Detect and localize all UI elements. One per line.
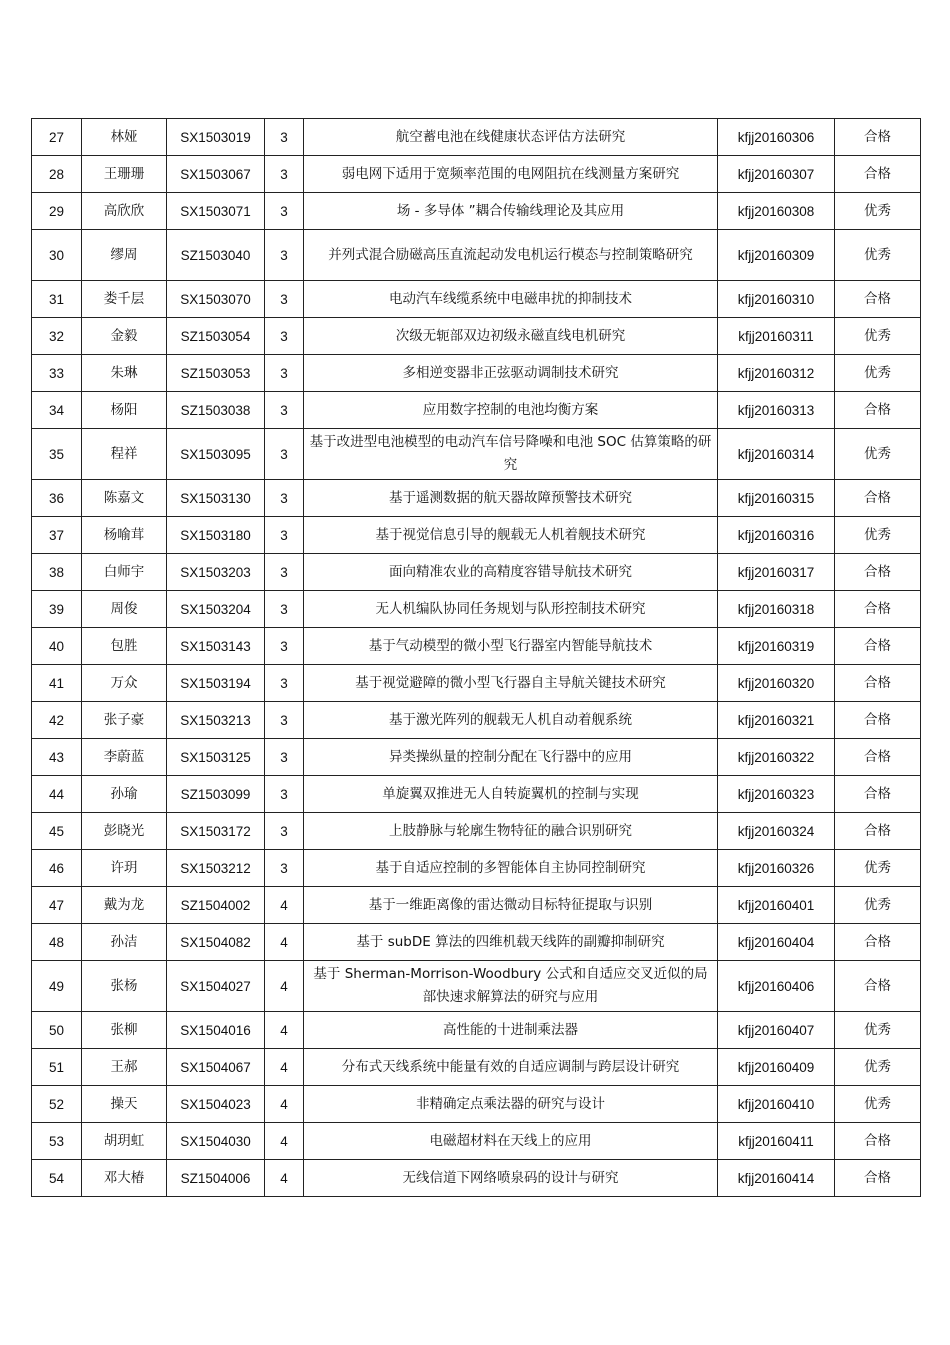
student-name-cell: 孙洁 [82,924,167,961]
project-title-cell: 基于改进型电池模型的电动汽车信号降噪和电池 SOC 估算策略的研究 [304,429,718,480]
student-name-cell: 张杨 [82,961,167,1012]
project-title-cell: 基于 subDE 算法的四维机载天线阵的副瓣抑制研究 [304,924,718,961]
row-number-cell: 38 [32,554,82,591]
table-row [32,628,921,665]
student-name-cell: 杨阳 [82,392,167,429]
row-number-cell: 39 [32,591,82,628]
student-id-cell: SX1503203 [167,554,265,591]
evaluation-result-cell: 合格 [835,1160,921,1197]
table-row [32,1049,921,1086]
student-id-cell: SX1503143 [167,628,265,665]
row-number-cell: 47 [32,887,82,924]
student-id-cell: SX1504027 [167,961,265,1012]
student-name-cell: 戴为龙 [82,887,167,924]
student-id-cell: SX1503204 [167,591,265,628]
project-title-cell: 基于自适应控制的多智能体自主协同控制研究 [304,850,718,887]
student-id-cell: SX1503070 [167,281,265,318]
student-name-cell: 高欣欣 [82,193,167,230]
student-id-cell: SZ1503038 [167,392,265,429]
project-code-cell: kfjj20160406 [718,961,835,1012]
student-name-cell: 操天 [82,1086,167,1123]
project-code-cell: kfjj20160401 [718,887,835,924]
student-name-cell: 白师宇 [82,554,167,591]
evaluation-result-cell: 合格 [835,156,921,193]
project-code-cell: kfjj20160319 [718,628,835,665]
grade-year-cell: 4 [265,887,304,924]
grade-year-cell: 4 [265,1086,304,1123]
evaluation-result-cell: 优秀 [835,193,921,230]
student-id-cell: SX1503130 [167,480,265,517]
grade-year-cell: 4 [265,1012,304,1049]
student-name-cell: 邓大椿 [82,1160,167,1197]
row-number-cell: 27 [32,119,82,156]
student-name-cell: 张子豪 [82,702,167,739]
table-row [32,887,921,924]
evaluation-result-cell: 合格 [835,1123,921,1160]
project-title-cell: 上肢静脉与轮廓生物特征的融合识别研究 [304,813,718,850]
project-title-cell: 应用数字控制的电池均衡方案 [304,392,718,429]
table-row [32,392,921,429]
project-title-cell: 异类操纵量的控制分配在飞行器中的应用 [304,739,718,776]
project-title-cell: 基于一维距离像的雷达微动目标特征提取与识别 [304,887,718,924]
student-id-cell: SX1503212 [167,850,265,887]
grade-year-cell: 4 [265,961,304,1012]
row-number-cell: 33 [32,355,82,392]
student-id-cell: SZ1503040 [167,230,265,281]
student-id-cell: SX1503125 [167,739,265,776]
grade-year-cell: 3 [265,392,304,429]
student-name-cell: 林娅 [82,119,167,156]
grade-year-cell: 3 [265,193,304,230]
project-title-cell: 电动汽车线缆系统中电磁串扰的抑制技术 [304,281,718,318]
student-id-cell: SZ1503054 [167,318,265,355]
table-row [32,1086,921,1123]
project-title-cell: 次级无轭部双边初级永磁直线电机研究 [304,318,718,355]
grade-year-cell: 3 [265,517,304,554]
project-code-cell: kfjj20160318 [718,591,835,628]
project-title-cell: 多相逆变器非正弦驱动调制技术研究 [304,355,718,392]
project-code-cell: kfjj20160311 [718,318,835,355]
table-row [32,355,921,392]
evaluation-result-cell: 合格 [835,776,921,813]
row-number-cell: 30 [32,230,82,281]
project-title-cell: 弱电网下适用于宽频率范围的电网阻抗在线测量方案研究 [304,156,718,193]
evaluation-result-cell: 合格 [835,739,921,776]
evaluation-result-cell: 合格 [835,119,921,156]
project-title-cell: 单旋翼双推进无人自转旋翼机的控制与实现 [304,776,718,813]
student-id-cell: SZ1504006 [167,1160,265,1197]
row-number-cell: 45 [32,813,82,850]
student-name-cell: 王珊珊 [82,156,167,193]
evaluation-result-cell: 合格 [835,813,921,850]
grade-year-cell: 3 [265,554,304,591]
table-row [32,665,921,702]
row-number-cell: 51 [32,1049,82,1086]
project-title-cell: 无线信道下网络喷泉码的设计与研究 [304,1160,718,1197]
table-row [32,850,921,887]
table-row [32,480,921,517]
table-row [32,281,921,318]
project-title-cell: 基于激光阵列的舰载无人机自动着舰系统 [304,702,718,739]
table-row [32,318,921,355]
table-row [32,1123,921,1160]
student-name-cell: 胡玥虹 [82,1123,167,1160]
row-number-cell: 34 [32,392,82,429]
grade-year-cell: 4 [265,1123,304,1160]
row-number-cell: 40 [32,628,82,665]
student-name-cell: 许玥 [82,850,167,887]
student-name-cell: 周俊 [82,591,167,628]
student-name-cell: 万众 [82,665,167,702]
evaluation-result-cell: 合格 [835,554,921,591]
table-row [32,813,921,850]
project-code-cell: kfjj20160309 [718,230,835,281]
student-name-cell: 陈嘉文 [82,480,167,517]
grade-year-cell: 3 [265,850,304,887]
project-code-cell: kfjj20160324 [718,813,835,850]
row-number-cell: 43 [32,739,82,776]
table-row [32,776,921,813]
student-id-cell: SZ1503099 [167,776,265,813]
project-title-cell: 电磁超材料在天线上的应用 [304,1123,718,1160]
project-code-cell: kfjj20160411 [718,1123,835,1160]
student-id-cell: SX1504016 [167,1012,265,1049]
student-name-cell: 孙瑜 [82,776,167,813]
student-id-cell: SX1503172 [167,813,265,850]
student-id-cell: SX1503194 [167,665,265,702]
student-name-cell: 彭晓光 [82,813,167,850]
row-number-cell: 36 [32,480,82,517]
row-number-cell: 35 [32,429,82,480]
project-code-cell: kfjj20160314 [718,429,835,480]
table-row [32,961,921,1012]
table-row [32,230,921,281]
project-code-cell: kfjj20160409 [718,1049,835,1086]
row-number-cell: 29 [32,193,82,230]
grade-year-cell: 3 [265,776,304,813]
evaluation-result-cell: 优秀 [835,318,921,355]
grade-year-cell: 3 [265,429,304,480]
table-row [32,554,921,591]
table-row [32,739,921,776]
row-number-cell: 49 [32,961,82,1012]
project-title-cell: 基于视觉避障的微小型飞行器自主导航关键技术研究 [304,665,718,702]
project-title-cell: 分布式天线系统中能量有效的自适应调制与跨层设计研究 [304,1049,718,1086]
project-code-cell: kfjj20160307 [718,156,835,193]
project-title-cell: 场 - 多导体 ”耦合传输线理论及其应用 [304,193,718,230]
project-code-cell: kfjj20160315 [718,480,835,517]
row-number-cell: 50 [32,1012,82,1049]
table-row [32,119,921,156]
grade-year-cell: 3 [265,119,304,156]
row-number-cell: 42 [32,702,82,739]
table-body [32,119,921,1197]
student-name-cell: 朱琳 [82,355,167,392]
grade-year-cell: 3 [265,318,304,355]
project-code-cell: kfjj20160320 [718,665,835,702]
evaluation-result-cell: 合格 [835,628,921,665]
student-id-cell: SZ1504002 [167,887,265,924]
grade-year-cell: 3 [265,591,304,628]
student-id-cell: SX1503213 [167,702,265,739]
row-number-cell: 54 [32,1160,82,1197]
grade-year-cell: 4 [265,924,304,961]
row-number-cell: 48 [32,924,82,961]
evaluation-result-cell: 合格 [835,924,921,961]
table-row [32,702,921,739]
evaluation-result-cell: 优秀 [835,355,921,392]
evaluation-result-cell: 优秀 [835,517,921,554]
project-code-cell: kfjj20160317 [718,554,835,591]
grade-year-cell: 3 [265,702,304,739]
grade-year-cell: 3 [265,665,304,702]
project-code-cell: kfjj20160326 [718,850,835,887]
project-title-cell: 面向精准农业的高精度容错导航技术研究 [304,554,718,591]
evaluation-result-cell: 合格 [835,281,921,318]
student-id-cell: SX1504067 [167,1049,265,1086]
project-title-cell: 高性能的十进制乘法器 [304,1012,718,1049]
project-code-cell: kfjj20160323 [718,776,835,813]
table-row [32,924,921,961]
row-number-cell: 44 [32,776,82,813]
student-id-cell: SZ1503053 [167,355,265,392]
table-row [32,429,921,480]
evaluation-result-cell: 优秀 [835,850,921,887]
project-code-cell: kfjj20160313 [718,392,835,429]
evaluation-result-cell: 优秀 [835,1012,921,1049]
grade-year-cell: 4 [265,1049,304,1086]
project-title-cell: 非精确定点乘法器的研究与设计 [304,1086,718,1123]
grade-year-cell: 3 [265,156,304,193]
project-code-cell: kfjj20160404 [718,924,835,961]
row-number-cell: 28 [32,156,82,193]
evaluation-result-cell: 合格 [835,480,921,517]
grade-year-cell: 4 [265,1160,304,1197]
student-id-cell: SX1504030 [167,1123,265,1160]
row-number-cell: 53 [32,1123,82,1160]
student-id-cell: SX1503095 [167,429,265,480]
student-name-cell: 张柳 [82,1012,167,1049]
student-name-cell: 包胜 [82,628,167,665]
project-code-cell: kfjj20160410 [718,1086,835,1123]
project-title-cell: 并列式混合励磁高压直流起动发电机运行模态与控制策略研究 [304,230,718,281]
evaluation-result-cell: 优秀 [835,429,921,480]
grade-year-cell: 3 [265,355,304,392]
row-number-cell: 32 [32,318,82,355]
grade-year-cell: 3 [265,739,304,776]
results-table [31,118,921,1197]
table-row [32,1012,921,1049]
table-row [32,156,921,193]
grade-year-cell: 3 [265,230,304,281]
grade-year-cell: 3 [265,813,304,850]
row-number-cell: 37 [32,517,82,554]
student-name-cell: 缪周 [82,230,167,281]
row-number-cell: 41 [32,665,82,702]
grade-year-cell: 3 [265,628,304,665]
project-code-cell: kfjj20160310 [718,281,835,318]
student-name-cell: 程祥 [82,429,167,480]
evaluation-result-cell: 合格 [835,392,921,429]
evaluation-result-cell: 合格 [835,591,921,628]
grade-year-cell: 3 [265,480,304,517]
table-row [32,591,921,628]
project-title-cell: 基于视觉信息引导的舰载无人机着舰技术研究 [304,517,718,554]
project-code-cell: kfjj20160321 [718,702,835,739]
row-number-cell: 52 [32,1086,82,1123]
evaluation-result-cell: 优秀 [835,230,921,281]
table-row [32,193,921,230]
student-id-cell: SX1504082 [167,924,265,961]
project-code-cell: kfjj20160308 [718,193,835,230]
project-code-cell: kfjj20160322 [718,739,835,776]
evaluation-result-cell: 合格 [835,665,921,702]
evaluation-result-cell: 优秀 [835,887,921,924]
project-code-cell: kfjj20160316 [718,517,835,554]
student-name-cell: 金毅 [82,318,167,355]
row-number-cell: 31 [32,281,82,318]
project-title-cell: 航空蓄电池在线健康状态评估方法研究 [304,119,718,156]
grade-year-cell: 3 [265,281,304,318]
project-code-cell: kfjj20160407 [718,1012,835,1049]
student-name-cell: 杨喻茸 [82,517,167,554]
student-id-cell: SX1503067 [167,156,265,193]
student-name-cell: 李蔚蓝 [82,739,167,776]
project-code-cell: kfjj20160414 [718,1160,835,1197]
project-title-cell: 基于 Sherman-Morrison-Woodbury 公式和自适应交叉近似的局部快速求解算法的研究与应用 [304,961,718,1012]
table-row [32,1160,921,1197]
evaluation-result-cell: 优秀 [835,1049,921,1086]
student-id-cell: SX1503019 [167,119,265,156]
evaluation-result-cell: 合格 [835,961,921,1012]
table-row [32,517,921,554]
student-id-cell: SX1503180 [167,517,265,554]
project-title-cell: 无人机编队协同任务规划与队形控制技术研究 [304,591,718,628]
project-title-cell: 基于遥测数据的航天器故障预警技术研究 [304,480,718,517]
project-code-cell: kfjj20160312 [718,355,835,392]
student-id-cell: SX1504023 [167,1086,265,1123]
student-id-cell: SX1503071 [167,193,265,230]
evaluation-result-cell: 优秀 [835,1086,921,1123]
project-code-cell: kfjj20160306 [718,119,835,156]
student-name-cell: 娄千层 [82,281,167,318]
evaluation-result-cell: 合格 [835,702,921,739]
row-number-cell: 46 [32,850,82,887]
project-title-cell: 基于气动模型的微小型飞行器室内智能导航技术 [304,628,718,665]
student-name-cell: 王郝 [82,1049,167,1086]
